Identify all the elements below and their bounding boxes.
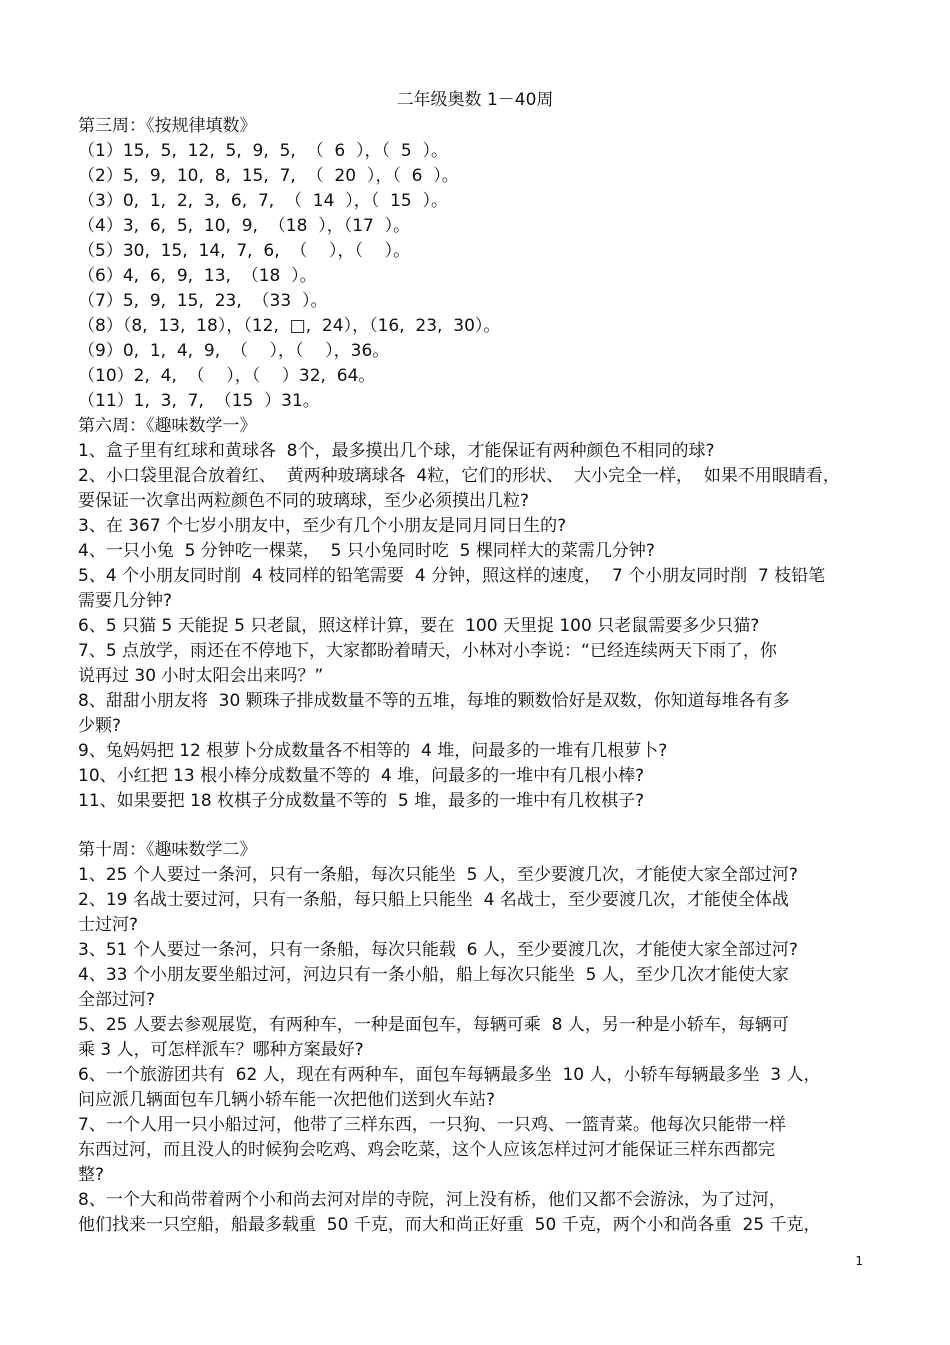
text-line: 全部过河? — [78, 990, 156, 1010]
text-line: 1、盒子里有红球和黄球各 8个，最多摸出几个球，才能保证有两种颜色不相同的球? — [78, 441, 715, 461]
text-line: 说再过 30 小时太阳会出来吗？” — [78, 666, 324, 686]
text-line: 要保证一次拿出两粒颜色不同的玻璃球，至少必须摸出几粒? — [78, 491, 530, 511]
text-line: （6）4, 6, 9, 13, （18 ）。 — [78, 266, 317, 286]
text-line: （7）5, 9, 15, 23, （33 ）。 — [78, 291, 328, 311]
text-line: 乘 3 人，可怎样派车？哪种方案最好? — [78, 1040, 364, 1060]
text-line: （10）2, 4, （ ），（ ）32, 64。 — [78, 366, 376, 386]
text-line: 4、一只小兔 5 分钟吃一棵菜， 5 只小兔同时吃 5 棵同样大的菜需几分钟? — [78, 541, 655, 561]
document-title: 二年级奥数 1－40周 — [396, 90, 554, 110]
text-line: （3）0, 1, 2, 3, 6, 7, （ 14 ），（ 15 ）。 — [78, 191, 448, 211]
text-line: 需要几分钟? — [78, 591, 173, 611]
text-line: 2、19 名战士要过河，只有一条船，每只船上只能坐 4 名战士，至少要渡几次，才能使全体战 — [78, 890, 789, 910]
text-line: 他们找来一只空船，船最多载重 50 千克，而大和尚正好重 50 千克，两个小和尚各重 25 千克， — [78, 1215, 821, 1235]
text-line: 5、25 人要去参观展览，有两种车，一种是面包车，每辆可乘 8 人，另一种是小轿车，每辆可 — [78, 1015, 789, 1035]
text-line: （11）1, 3, 7, （15 ）31。 — [78, 391, 320, 411]
text-line: 6、5 只猫 5 天能捉 5 只老鼠，照这样计算，要在 100 天里捉 100 只老鼠需要多少只猫? — [78, 616, 760, 636]
text-line: 8、甜甜小朋友将 30 颗珠子排成数量不等的五堆，每堆的颗数恰好是双数，你知道每堆各有多 — [78, 691, 790, 711]
text-line: 3、51 个人要过一条河，只有一条船，每次只能载 6 人，至少要渡几次，才能使大家全部过河? — [78, 940, 798, 960]
text-line: 东西过河，而且没人的时候狗会吃鸡、鸡会吃菜，这个人应该怎样过河才能保证三样东西都完 — [78, 1140, 775, 1160]
text-line: （8）（8, 13, 18），（12, □, 24），（16, 23, 30）。 — [78, 316, 501, 336]
text-line: 1、25 个人要过一条河，只有一条船，每次只能坐 5 人，至少要渡几次，才能使大家全部过河? — [78, 865, 798, 885]
text-line: 3、在 367 个七岁小朋友中，至少有几个小朋友是同月同日生的? — [78, 516, 567, 536]
text-line: 2、小口袋里混合放着红、 黄两种玻璃球各 4粒，它们的形状、 大小完全一样， 如果不用眼睛看， — [78, 466, 840, 486]
text-line: （1）15, 5, 12, 5, 9, 5, （ 6 ），（ 5 ）。 — [78, 141, 448, 161]
text-line: 士过河? — [78, 915, 139, 935]
text-line: 6、一个旅游团共有 62 人，现在有两种车，面包车每辆最多坐 10 人，小轿车每辆最多坐 3 人， — [78, 1065, 821, 1085]
text-line: 9、兔妈妈把 12 根萝卜分成数量各不相等的 4 堆，问最多的一堆有几根萝卜? — [78, 741, 668, 761]
text-line: （4）3, 6, 5, 10, 9, （18 ），（17 ）。 — [78, 216, 411, 236]
section-heading: 第六周：《趣味数学一》 — [78, 416, 257, 436]
text-line: 7、一个人用一只小船过河，他带了三样东西，一只狗、一只鸡、一篮青菜。他每次只能带一样 — [78, 1115, 786, 1135]
text-line: （9）0, 1, 4, 9, （ ），（ ），36。 — [78, 341, 390, 361]
section-heading: 第三周：《按规律填数》 — [78, 116, 257, 136]
text-line: 7、5 点放学，雨还在不停地下，大家都盼着晴天，小林对小李说：“已经连续两天下雨了，你 — [78, 641, 777, 661]
text-line: 11、如果要把 18 枚棋子分成数量不等的 5 堆，最多的一堆中有几枚棋子? — [78, 791, 645, 811]
text-line: （5）30, 15, 14, 7, 6, （ ），（ ）。 — [78, 241, 411, 261]
text-line: 5、4 个小朋友同时削 4 枝同样的铅笔需要 4 分钟，照这样的速度， 7 个小朋友同时削 7 枝铅笔 — [78, 566, 826, 586]
page-number: 1 — [855, 1254, 863, 1268]
text-line: （2）5, 9, 10, 8, 15, 7, （ 20 ），（ 6 ）。 — [78, 166, 459, 186]
text-line: 10、小红把 13 根小棒分成数量不等的 4 堆，问最多的一堆中有几根小棒? — [78, 766, 645, 786]
section-heading: 第十周：《趣味数学二》 — [78, 840, 257, 860]
text-line: 8、一个大和尚带着两个小和尚去河对岸的寺院，河上没有桥，他们又都不会游泳，为了过河， — [78, 1190, 786, 1210]
text-line: 少颗? — [78, 716, 122, 736]
text-line: 整? — [78, 1165, 105, 1185]
text-line: 问应派几辆面包车几辆小轿车能一次把他们送到火车站? — [78, 1090, 496, 1110]
text-line: 4、33 个小朋友要坐船过河，河边只有一条小船，船上每次只能坐 5 人，至少几次才能使大家 — [78, 965, 789, 985]
